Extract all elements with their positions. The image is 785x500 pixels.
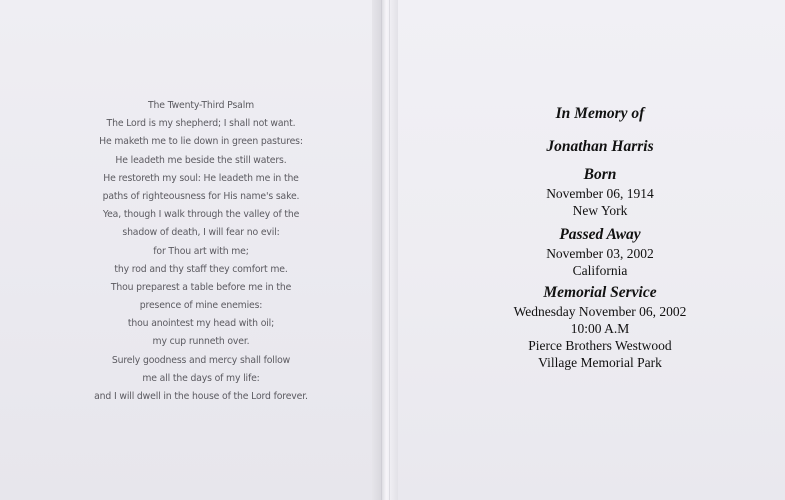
service-label: Memorial Service — [543, 284, 657, 301]
center-fold — [372, 0, 398, 500]
psalm-line: He maketh me to lie down in green pastures: — [99, 136, 303, 148]
passed-date: November 03, 2002 — [546, 246, 654, 261]
psalm-line: shadow of death, I will fear no evil: — [122, 227, 280, 239]
service-venue: Village Memorial Park — [538, 355, 662, 370]
passed-place: California — [572, 263, 628, 278]
psalm-line: my cup runneth over. — [152, 336, 250, 348]
memorial-heading: In Memory of — [555, 105, 645, 122]
psalm-title: The Twenty-Third Psalm — [147, 100, 255, 111]
psalm-line: Surely goodness and mercy shall follow — [111, 354, 291, 366]
fold-crease — [381, 0, 382, 500]
memorial-block — [490, 104, 710, 371]
deceased-name: Jonathan Harris — [546, 138, 654, 155]
psalm-line: thy rod and thy staff they comfort me. — [114, 263, 288, 275]
service-venue: Pierce Brothers Westwood — [528, 338, 672, 353]
born-place: New York — [572, 203, 628, 218]
psalm-line: Yea, though I walk through the valley of the — [102, 209, 300, 221]
psalm-line: Thou preparest a table before me in the — [110, 281, 292, 293]
psalm-block — [70, 97, 332, 406]
psalm-line: He leadeth me beside the still waters. — [115, 154, 287, 166]
psalm-line: for Thou art with me; — [153, 245, 249, 257]
psalm-line: He restoreth my soul: He leadeth me in the — [103, 172, 299, 184]
psalm-line: The Lord is my shepherd; I shall not want. — [106, 118, 296, 130]
fold-crease-edge — [389, 0, 390, 500]
service-time: 10:00 A.M — [570, 321, 630, 336]
psalm-line: me all the days of my life: — [142, 372, 260, 384]
service-date: Wednesday November 06, 2002 — [513, 304, 687, 319]
psalm-line: paths of righteousness for His name's sake. — [102, 190, 300, 202]
born-label: Born — [583, 166, 617, 183]
psalm-line: thou anointest my head with oil; — [127, 318, 275, 330]
psalm-line: presence of mine enemies: — [139, 300, 263, 312]
passed-label: Passed Away — [559, 226, 641, 243]
born-date: November 06, 1914 — [546, 186, 654, 201]
psalm-line: and I will dwell in the house of the Lord forever. — [94, 391, 308, 402]
